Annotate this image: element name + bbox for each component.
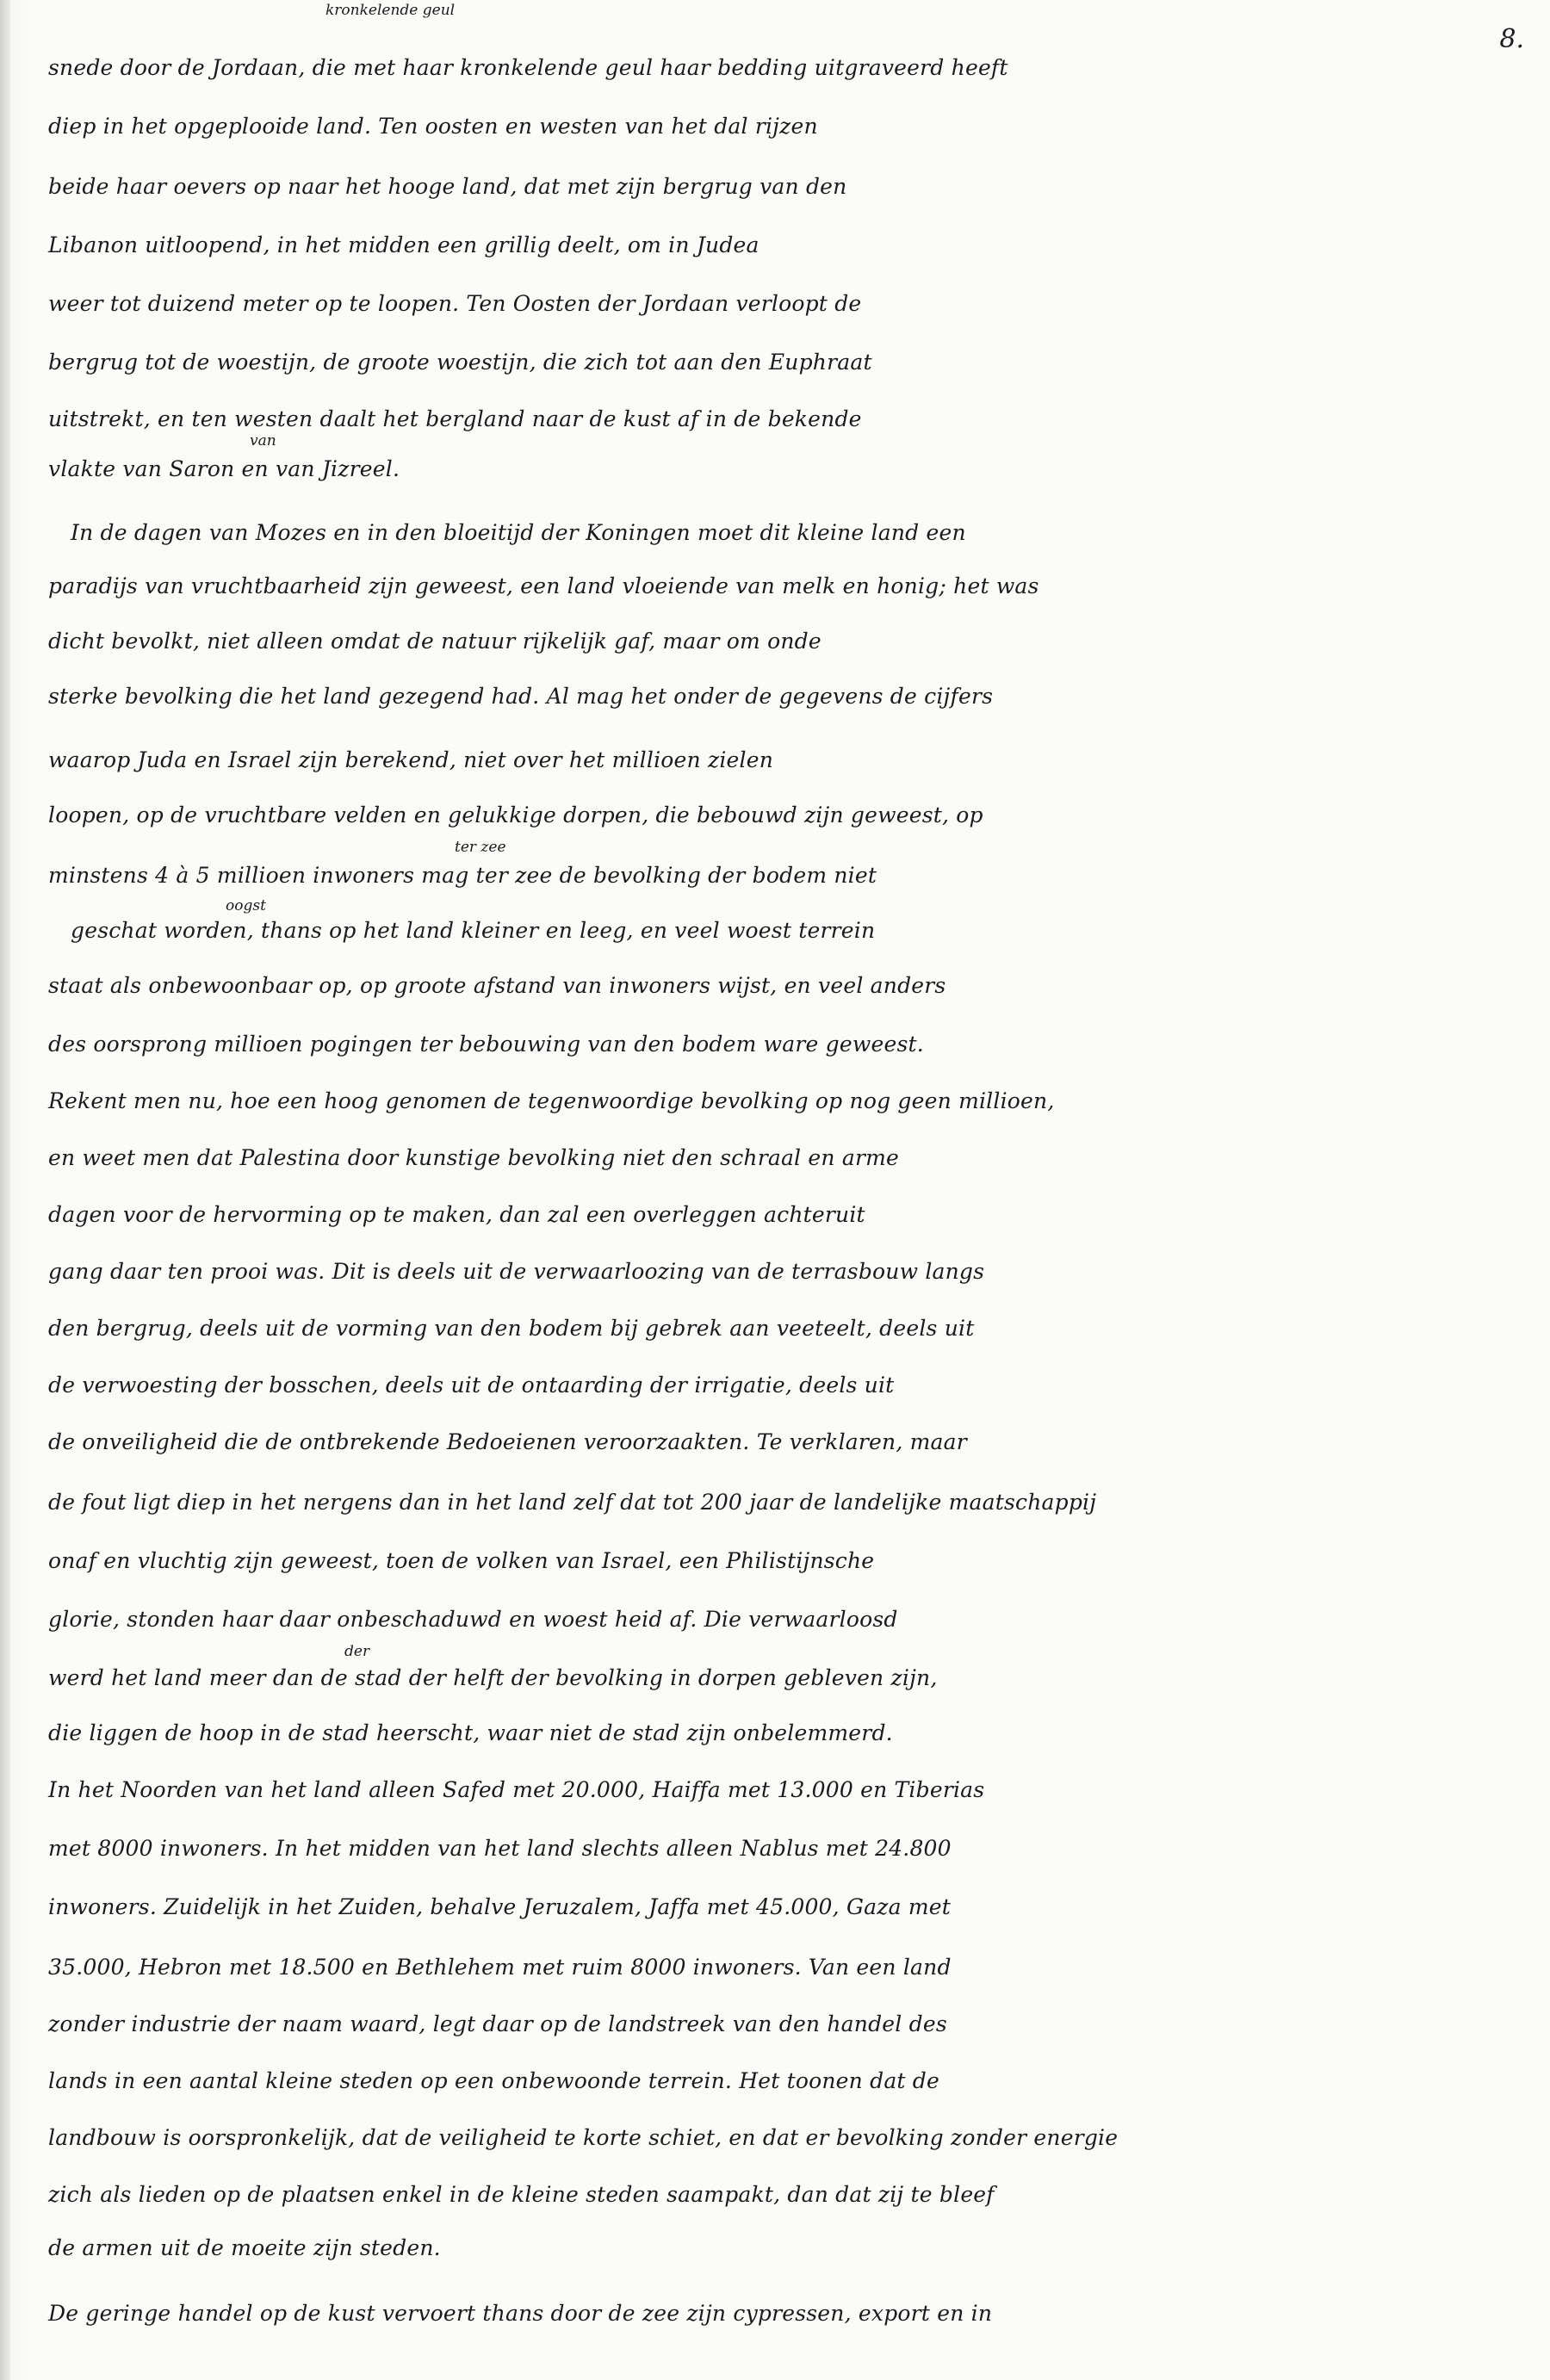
- manuscript-line: glorie, stonden haar daar onbeschaduwd en woest heid af. Die verwaarloosd: [48, 1607, 898, 1632]
- manuscript-line: vlakte van Saron en van Jizreel.: [48, 456, 400, 481]
- page-number: 8.: [1499, 24, 1524, 54]
- manuscript-line: gang daar ten prooi was. Dit is deels uit de verwaarloozing van de terrasbouw langs: [48, 1259, 985, 1284]
- interlinear-insertion: van: [250, 432, 276, 449]
- page-binding-edge: [0, 0, 10, 2380]
- manuscript-line: des oorsprong millioen pogingen ter bebouwing van den bodem ware geweest.: [48, 1032, 924, 1057]
- manuscript-line: diep in het opgeplooide land. Ten oosten en westen van het dal rijzen: [48, 114, 818, 139]
- manuscript-line: werd het land meer dan de stad der helft der bevolking in dorpen gebleven zijn,: [48, 1665, 938, 1690]
- interlinear-insertion: oogst: [226, 897, 266, 914]
- manuscript-line: In het Noorden van het land alleen Safed met 20.000, Haiffa met 13.000 en Tiberias: [48, 1777, 985, 1802]
- manuscript-line: De geringe handel op de kust vervoert thans door de zee zijn cypressen, export en in: [48, 2301, 993, 2326]
- manuscript-line: de onveiligheid die de ontbrekende Bedoeienen veroorzaakten. Te verklaren, maar: [48, 1429, 967, 1454]
- manuscript-line: staat als onbewoonbaar op, op groote afstand van inwoners wijst, en veel anders: [48, 973, 946, 998]
- manuscript-line: beide haar oevers op naar het hooge land, dat met zijn bergrug van den: [48, 174, 847, 199]
- manuscript-line: dagen voor de hervorming op te maken, dan zal een overleggen achteruit: [48, 1202, 865, 1227]
- manuscript-line: de armen uit de moeite zijn steden.: [48, 2235, 441, 2260]
- interlinear-insertion: ter zee: [455, 839, 506, 856]
- manuscript-line: sterke bevolking die het land gezegend had. Al mag het onder de gegevens de cijfers: [48, 684, 994, 709]
- manuscript-line: landbouw is oorspronkelijk, dat de veiligheid te korte schiet, en dat er bevolking zonder energie: [48, 2125, 1119, 2150]
- manuscript-line: onaf en vluchtig zijn geweest, toen de volken van Israel, een Philistijnsche: [48, 1548, 875, 1573]
- manuscript-line: snede door de Jordaan, die met haar kronkelende geul haar bedding uitgraveerd heeft: [48, 55, 1008, 80]
- manuscript-line: In de dagen van Mozes en in den bloeitijd der Koningen moet dit kleine land een: [71, 520, 966, 545]
- manuscript-line: weer tot duizend meter op te loopen. Ten Oosten der Jordaan verloopt de: [48, 291, 862, 316]
- manuscript-line: die liggen de hoop in de stad heerscht, waar niet de stad zijn onbelemmerd.: [48, 1720, 893, 1745]
- manuscript-line: uitstrekt, en ten westen daalt het bergland naar de kust af in de bekende: [48, 406, 862, 431]
- manuscript-line: 35.000, Hebron met 18.500 en Bethlehem met ruim 8000 inwoners. Van een land: [48, 1955, 952, 1980]
- manuscript-line: paradijs van vruchtbaarheid zijn geweest, een land vloeiende van melk en honig; het was: [48, 573, 1039, 598]
- manuscript-line: Rekent men nu, hoe een hoog genomen de tegenwoordige bevolking op nog geen millioen,: [48, 1088, 1055, 1113]
- manuscript-line: inwoners. Zuidelijk in het Zuiden, behalve Jeruzalem, Jaffa met 45.000, Gaza met: [48, 1894, 952, 1919]
- manuscript-line: geschat worden, thans op het land kleiner en leeg, en veel woest terrein: [71, 918, 876, 943]
- manuscript-line: zich als lieden op de plaatsen enkel in de kleine steden saampakt, dan dat zij te bleef: [48, 2182, 995, 2207]
- interlinear-insertion: der: [344, 1643, 370, 1660]
- manuscript-line: zonder industrie der naam waard, legt daar op de landstreek van den handel des: [48, 2011, 947, 2036]
- manuscript-line: minstens 4 à 5 millioen inwoners mag ter zee de bevolking der bodem niet: [48, 863, 877, 888]
- manuscript-line: den bergrug, deels uit de vorming van den bodem bij gebrek aan veeteelt, deels uit: [48, 1316, 975, 1341]
- manuscript-line: bergrug tot de woestijn, de groote woestijn, die zich tot aan den Euphraat: [48, 350, 872, 375]
- manuscript-line: loopen, op de vruchtbare velden en gelukkige dorpen, die bebouwd zijn geweest, op: [48, 803, 983, 827]
- interlinear-insertion: kronkelende geul: [326, 2, 456, 19]
- manuscript-line: en weet men dat Palestina door kunstige bevolking niet den schraal en arme: [48, 1145, 899, 1170]
- manuscript-line: de verwoesting der bosschen, deels uit de ontaarding der irrigatie, deels uit: [48, 1373, 895, 1398]
- manuscript-line: lands in een aantal kleine steden op een onbewoonde terrein. Het toonen dat de: [48, 2068, 940, 2093]
- manuscript-line: de fout ligt diep in het nergens dan in het land zelf dat tot 200 jaar de landelijke maatschappij: [48, 1490, 1097, 1515]
- manuscript-line: Libanon uitloopend, in het midden een grillig deelt, om in Judea: [48, 232, 760, 257]
- manuscript-line: met 8000 inwoners. In het midden van het land slechts alleen Nablus met 24.800: [48, 1836, 952, 1861]
- manuscript-line: waarop Juda en Israel zijn berekend, niet over het millioen zielen: [48, 747, 774, 772]
- manuscript-line: dicht bevolkt, niet alleen omdat de natuur rijkelijk gaf, maar om onde: [48, 629, 822, 654]
